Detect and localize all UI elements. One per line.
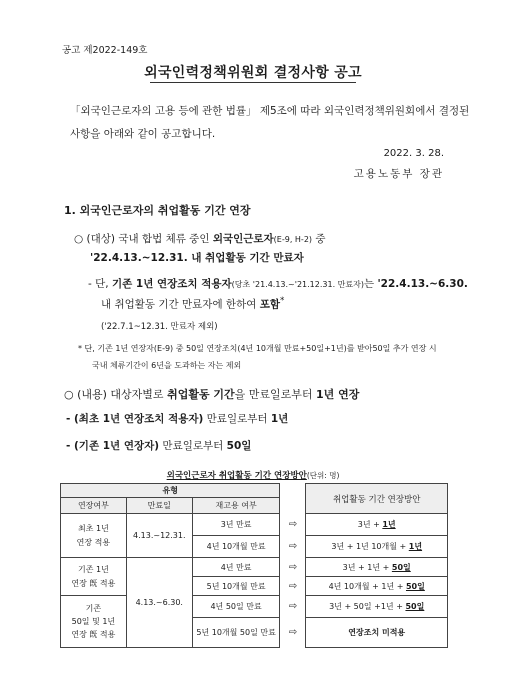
group-first-label: 최초 1년 연장 적용: [61, 514, 127, 558]
content-d: 1년 연장: [316, 388, 360, 401]
plan-text: 3년 +: [357, 520, 383, 529]
plan-text: 3년 + 1년 10개월 +: [331, 542, 409, 551]
content-bullet: [64, 386, 359, 402]
plan-text: 3년 + 1년 +: [342, 562, 392, 572]
group-existing-label: 기존 1년 연장 旣 적용: [61, 558, 127, 596]
signer: 고용노동부 장관: [353, 168, 444, 180]
content-a: ○ (내용) 대상자별로: [64, 388, 168, 401]
row-plan: [306, 536, 448, 558]
detail-line-2: [101, 296, 284, 312]
plan-highlight: 50일: [391, 562, 411, 572]
row-plan: [306, 558, 448, 577]
arrow-icon: ⇨: [288, 541, 298, 552]
detail-line2-c: 포함: [259, 298, 280, 311]
page-title: 외국인력정책위원회 결정사항 공고: [144, 65, 362, 81]
intro-paragraph: 「외국인근로자의 고용 등에 관한 법률」 제5조에 따라 외국인력정책위원회에서 결정된 사항을 아래와 같이 공고합니다.: [70, 105, 470, 140]
detail-exclude: ('22.7.1~12.31. 만료자 제외): [101, 322, 218, 332]
table-caption-unit: (단위: 명): [306, 471, 340, 480]
arrow-icon: ⇨: [288, 561, 298, 573]
plan-text: 연장조치 미적용: [348, 628, 406, 637]
row-plan: [306, 596, 448, 618]
target-visa: (E-9, H-2): [273, 235, 313, 244]
group-existing-expiry: 4.13.~6.30.: [126, 558, 192, 648]
detail-line2-a: 내 취업활동 기간 만료자: [101, 298, 213, 311]
detail-mid: 는: [363, 278, 378, 290]
existing-a: - (기존 1년 연장자): [66, 440, 160, 452]
detail-star: *: [280, 296, 285, 306]
extension-table: [60, 483, 448, 648]
content-b: 취업활동 기간: [167, 388, 235, 401]
header-extension-status: 연장여부: [61, 498, 127, 514]
plan-highlight: 1년: [382, 520, 396, 529]
row-plan: [306, 618, 448, 648]
detail-period: '22.4.13.~6.30.: [377, 278, 468, 290]
detail-bold: 기존 1년 연장조치 적용자: [111, 278, 232, 290]
table-caption: [0, 469, 506, 481]
target-prefix: ○ (대상) 국내 합법 체류 중인: [74, 233, 213, 245]
plan-highlight: 50일: [405, 602, 425, 611]
header-group: 유형: [61, 484, 280, 498]
note-line-2: 국내 체류기간이 6년을 도과하는 자는 제외: [92, 361, 242, 370]
detail-prefix: - 단,: [88, 278, 112, 290]
header-expiry: 만료일: [126, 498, 192, 514]
target-bold: 외국인근로자: [212, 233, 274, 245]
existing-b: 만료일로부터: [159, 440, 227, 452]
title-underline: [150, 82, 356, 83]
arrow-icon: ⇨: [288, 580, 298, 592]
first-extension-line: [66, 411, 288, 426]
row-plan: [306, 577, 448, 596]
notice-date: 2022. 3. 28.: [383, 148, 444, 159]
target-period: '22.4.13.~12.31. 내 취업활동 기간 만료자: [90, 252, 304, 264]
detail-line-1: [88, 276, 468, 291]
plan-text: 4년 10개월 + 1년 +: [328, 581, 406, 591]
row-reemployment: 4년 만료: [192, 558, 280, 577]
header-plan: 취업활동 기간 연장방안: [306, 484, 448, 514]
row-plan: [306, 514, 448, 536]
arrow-icon: ⇨: [288, 627, 298, 638]
notice-number: 공고 제2022-149호: [62, 45, 148, 56]
arrow-icon: ⇨: [288, 601, 298, 612]
target-suffix: 중: [312, 233, 326, 245]
arrow-icon: ⇨: [288, 519, 298, 530]
plan-highlight: 50일: [405, 581, 425, 591]
row-reemployment: 5년 10개월 50일 만료: [192, 618, 280, 648]
plan-highlight: 1년: [408, 542, 423, 551]
section-heading: 1. 외국인근로자의 취업활동 기간 연장: [64, 204, 251, 217]
row-reemployment: 4년 10개월 만료: [192, 536, 280, 558]
row-reemployment: 4년 50일 만료: [192, 596, 280, 618]
header-reemployment: 재고용 여부: [192, 498, 280, 514]
table-caption-text: 외국인근로자 취업활동 기간 연장방안: [166, 471, 307, 481]
existing-c: 50일: [226, 440, 252, 452]
first-b: 만료일로부터: [203, 413, 271, 425]
detail-small: (당초 '21.4.13.~'21.12.31. 만료자): [231, 280, 364, 289]
content-c: 을 만료일로부터: [234, 388, 317, 401]
detail-line2-b: 에 한하여: [212, 298, 260, 311]
row-reemployment: 3년 만료: [192, 514, 280, 536]
note-line-1: * 단, 기존 1년 연장자(E-9) 중 50일 연장조치(4년 10개월 만료+50일+1년)를 받아50일 추가 연장 시: [78, 344, 437, 353]
group-first-expiry: 4.13.~12.31.: [126, 514, 192, 558]
first-a: - (최초 1년 연장조치 적용자): [66, 413, 204, 425]
plan-text: 3년 + 50일 +1년 +: [329, 602, 406, 611]
first-c: 1년: [270, 413, 289, 425]
row-reemployment: 5년 10개월 만료: [192, 577, 280, 596]
target-bullet: [74, 231, 326, 246]
existing-extension-line: [66, 438, 251, 453]
group-existing50-label: 기존 50일 및 1년 연장 旣 적용: [61, 596, 127, 648]
